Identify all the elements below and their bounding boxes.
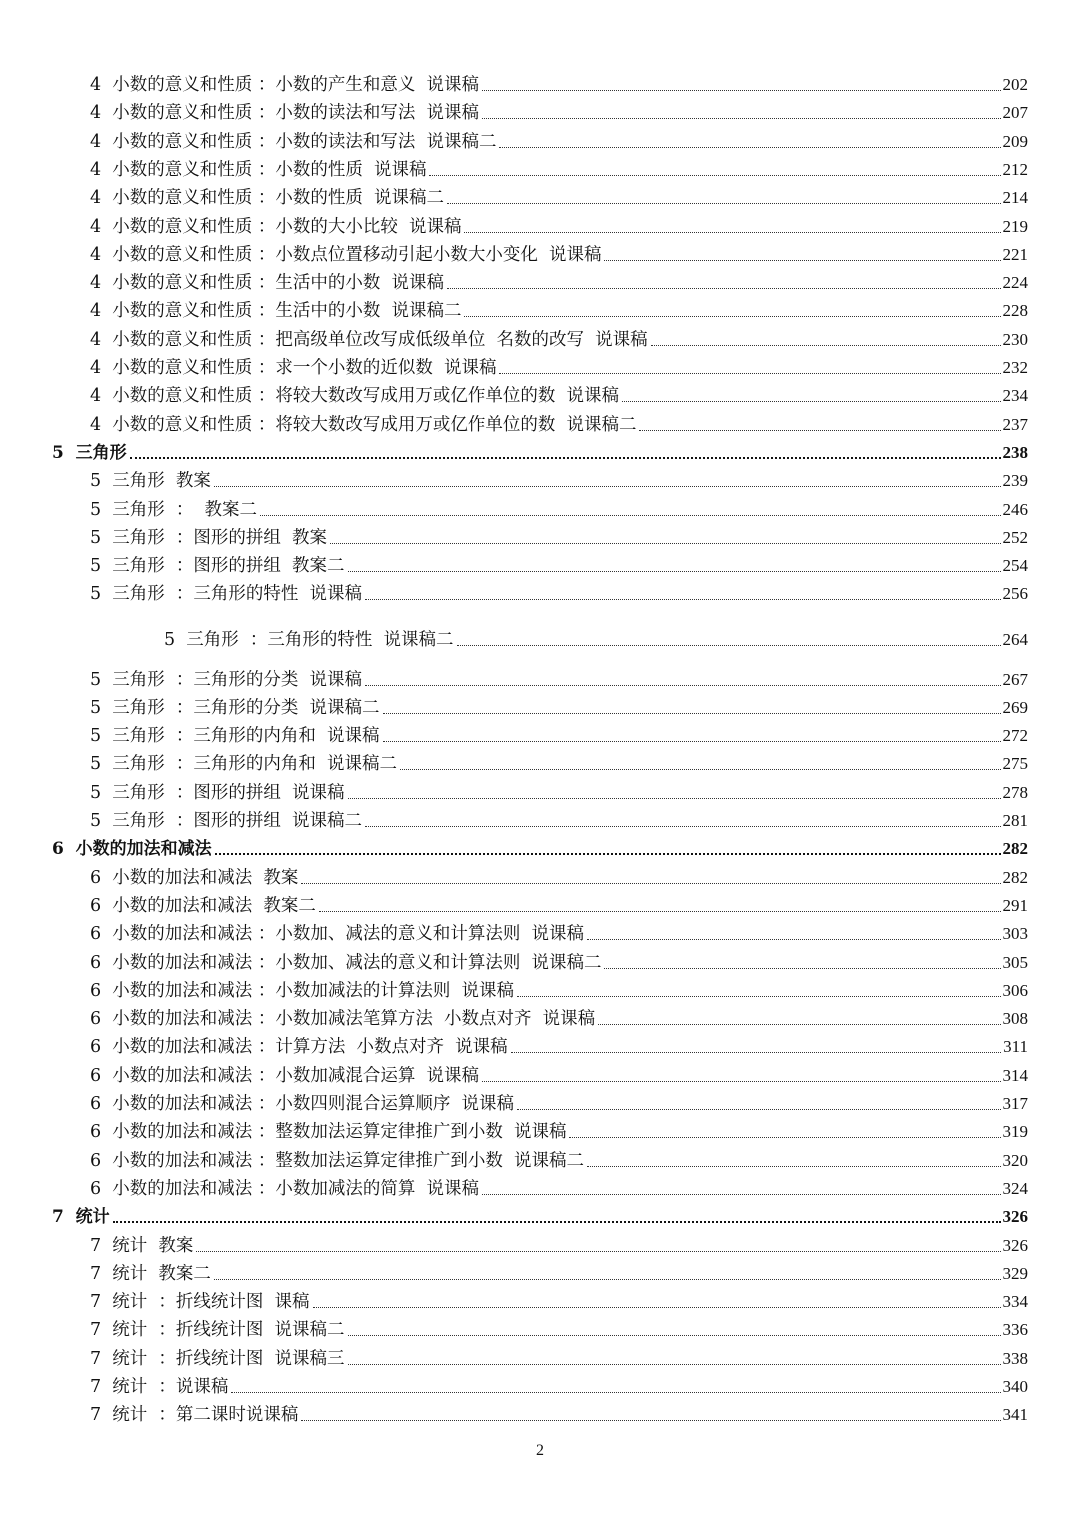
toc-entry[interactable] [90, 495, 1028, 523]
toc-entry[interactable] [90, 1174, 1028, 1202]
toc-dot-leader [348, 798, 1001, 799]
toc-dot-leader [447, 203, 1001, 204]
toc-entry-row[interactable] [0, 466, 1080, 494]
toc-entry[interactable] [90, 1032, 1028, 1060]
toc-entry-row[interactable] [0, 1032, 1080, 1060]
page-number: 2 [536, 1442, 544, 1459]
toc-page-number: 282 [1002, 839, 1028, 859]
toc-dot-leader [365, 685, 1000, 686]
toc-page-number: 336 [1002, 1320, 1028, 1340]
toc-entry-title: 5 三角形 ： 教案二 [90, 499, 258, 520]
toc-page-number: 311 [1003, 1037, 1028, 1057]
toc-page-number: 209 [1002, 131, 1028, 151]
toc-entry-title: 6 小数的加法和减法 ：计算方法 小数点对齐 说课稿 [90, 1037, 508, 1058]
toc-entry-row[interactable] [0, 1287, 1080, 1315]
toc-dot-leader [348, 571, 1001, 572]
toc-entry[interactable] [90, 778, 1028, 806]
toc-entry-title: 6 小数的加法和减法 ：小数加、减法的意义和计算法则 说课稿二 [90, 952, 602, 973]
toc-entry[interactable] [90, 410, 1028, 438]
toc-entry-row[interactable] [0, 1372, 1080, 1400]
toc-chapter-row[interactable] [0, 1202, 1080, 1230]
toc-entry-row[interactable] [0, 948, 1080, 976]
toc-entry[interactable] [90, 296, 1028, 324]
toc-page-number: 340 [1002, 1377, 1028, 1396]
toc-entry-row[interactable] [0, 891, 1080, 919]
toc-entry-row[interactable] [0, 296, 1080, 324]
toc-dot-leader [348, 1335, 1001, 1336]
toc-page-number: 275 [1002, 754, 1028, 774]
toc-entry[interactable] [90, 70, 1028, 98]
toc-entry-title: 4 小数的意义和性质 ：将较大数改写成用万或亿作单位的数 说课稿 [90, 386, 619, 407]
toc-entry[interactable] [90, 183, 1028, 211]
toc-entry-title: 4 小数的意义和性质 ：把高级单位改写成低级单位 名数的改写 说课稿 [90, 329, 648, 350]
toc-entry-title: 6 小数的加法和减法 ：小数加减混合运算 说课稿 [90, 1065, 479, 1086]
toc-dot-leader [457, 645, 1001, 646]
toc-entry[interactable] [90, 579, 1028, 607]
toc-entry-title: 6 小数的加法和减法 ：整数加法运算定律推广到小数 说课稿二 [90, 1150, 584, 1171]
toc-page-number: 282 [1002, 867, 1028, 887]
toc-entry[interactable] [90, 721, 1028, 749]
toc-entry-row[interactable] [0, 410, 1080, 438]
toc-dot-leader [429, 175, 1000, 176]
toc-entry-row[interactable] [0, 806, 1080, 834]
toc-page-number: 317 [1002, 1094, 1028, 1113]
toc-page-number: 230 [1002, 329, 1028, 349]
toc-entry-row[interactable] [0, 155, 1080, 183]
toc-entry[interactable] [52, 438, 1028, 466]
toc-entry-row[interactable] [0, 749, 1080, 777]
toc-entry[interactable] [90, 1004, 1028, 1032]
toc-dot-leader [447, 288, 1001, 289]
toc-entry-title: 4 小数的意义和性质 ：小数的读法和写法 说课稿 [90, 103, 479, 124]
toc-entry[interactable] [52, 1202, 1028, 1230]
toc-entry[interactable] [90, 1061, 1028, 1089]
toc-entry-title: 6 小数的加法和减法 ：小数加减法的计算法则 说课稿 [90, 980, 514, 1001]
toc-entry[interactable] [90, 1231, 1028, 1259]
toc-dot-leader [365, 826, 1000, 827]
toc-entry-title: 4 小数的意义和性质 ：小数的大小比较 说课稿 [90, 216, 462, 237]
toc-page-number: 212 [1002, 159, 1028, 179]
toc-entry[interactable] [90, 693, 1028, 721]
toc-entry[interactable] [90, 1315, 1028, 1343]
toc-dot-leader [113, 1221, 1001, 1223]
toc-entry-title: 6 小数的加法和减法 ：小数四则混合运算顺序 说课稿 [90, 1094, 514, 1114]
toc-entry-title: 4 小数的意义和性质 ：生活中的小数 说课稿 [90, 273, 444, 294]
toc-entry-row[interactable] [0, 212, 1080, 240]
toc-entry[interactable] [90, 863, 1028, 891]
toc-page-number: 329 [1002, 1263, 1028, 1283]
toc-dot-leader [517, 996, 1001, 997]
toc-entry[interactable] [90, 1287, 1028, 1315]
toc-entry[interactable] [90, 325, 1028, 353]
toc-entry-row[interactable] [0, 1117, 1080, 1145]
toc-entry-row[interactable] [0, 1174, 1080, 1202]
toc-entry-row[interactable] [0, 1400, 1080, 1428]
toc-dot-leader [569, 1137, 1000, 1138]
toc-page-number: 319 [1002, 1122, 1028, 1142]
toc-entry[interactable] [90, 976, 1028, 1004]
toc-entry-row[interactable] [0, 523, 1080, 551]
toc-entry-row[interactable] [0, 1146, 1080, 1174]
toc-entry-title: 5 三角形 ：三角形的内角和 说课稿 [90, 726, 380, 747]
toc-entry[interactable] [52, 834, 1028, 862]
toc-page-number: 254 [1002, 556, 1028, 576]
toc-entry-title: 6 小数的加法和减法 ：小数加、减法的意义和计算法则 说课稿 [90, 924, 584, 945]
toc-entry-row[interactable] [0, 778, 1080, 806]
toc-dot-leader [214, 1279, 1001, 1280]
toc-entry-row[interactable] [0, 268, 1080, 296]
toc-entry-row[interactable] [0, 353, 1080, 381]
toc-entry-row[interactable] [0, 495, 1080, 523]
toc-page-number: 326 [1002, 1207, 1028, 1227]
toc-entry-title: 7 统计 教案二 [90, 1263, 211, 1284]
toc-entry-title: 7 统计 ：第二课时说课稿 [90, 1405, 299, 1426]
toc-dot-leader [482, 1194, 1001, 1195]
toc-entry[interactable] [90, 749, 1028, 777]
toc-page-number: 246 [1002, 499, 1028, 519]
toc-entry-title: 5 三角形 ：三角形的特性 说课稿 [90, 584, 363, 605]
toc-entry-title: 6 小数的加法和减法 [52, 839, 212, 860]
toc-page-number: 214 [1002, 188, 1028, 208]
toc-entry-row[interactable] [0, 1259, 1080, 1287]
toc-page-number: 232 [1002, 358, 1028, 377]
toc-page-number: 338 [1002, 1348, 1028, 1368]
toc-page-number: 221 [1002, 244, 1028, 264]
toc-page-number: 334 [1002, 1292, 1028, 1312]
toc-chapter-row[interactable] [0, 834, 1080, 862]
toc-entry-row[interactable] [0, 325, 1080, 353]
toc-entry-row[interactable] [0, 70, 1080, 98]
toc-page-number: 272 [1002, 726, 1028, 746]
toc-entry-title: 6 小数的加法和减法 教案二 [90, 895, 316, 916]
toc-entry[interactable] [90, 523, 1028, 551]
toc-page-number: 239 [1002, 471, 1028, 491]
toc-page-number: 264 [1002, 629, 1028, 649]
toc-page-number: 314 [1002, 1065, 1028, 1085]
toc-page-number: 224 [1002, 273, 1028, 293]
toc-dot-leader [511, 1052, 1002, 1053]
toc-entry-row[interactable] [0, 1344, 1080, 1372]
toc-entry-title: 7 统计 ：折线统计图 课稿 [90, 1292, 310, 1313]
toc-entry[interactable] [90, 268, 1028, 296]
toc-entry[interactable] [90, 806, 1028, 834]
toc-dot-leader [400, 769, 1000, 770]
toc-page-number: 303 [1002, 924, 1028, 944]
toc-page-number: 219 [1002, 216, 1028, 236]
toc-dot-leader [301, 1420, 1000, 1421]
toc-dot-leader [383, 741, 1001, 742]
toc-entry-row[interactable] [0, 240, 1080, 268]
toc-entry[interactable] [90, 127, 1028, 155]
toc-dot-leader [598, 1024, 1000, 1025]
toc-dot-leader [301, 883, 1000, 884]
toc-page-number: 202 [1002, 75, 1028, 94]
toc-dot-leader [639, 430, 1000, 431]
toc-entry-title: 5 三角形 ：三角形的内角和 说课稿二 [90, 754, 398, 775]
toc-dot-leader [499, 373, 1000, 374]
toc-entry-row[interactable] [0, 551, 1080, 579]
toc-page-number: 306 [1002, 980, 1028, 1000]
toc-page-number: 269 [1002, 697, 1028, 717]
toc-entry[interactable] [90, 1089, 1028, 1117]
toc-entry-title: 6 小数的加法和减法 ：整数加法运算定律推广到小数 说课稿 [90, 1122, 567, 1143]
toc-dot-leader [313, 1307, 1001, 1308]
toc-page-number: 341 [1002, 1405, 1028, 1425]
toc-entry[interactable] [90, 1259, 1028, 1287]
toc-entry-title: 4 小数的意义和性质 ：将较大数改写成用万或亿作单位的数 说课稿二 [90, 414, 637, 435]
toc-dot-leader [464, 232, 1000, 233]
toc-dot-leader [130, 457, 1001, 459]
toc-entry-title: 5 三角形 教案 [90, 471, 211, 492]
toc-page-number: 252 [1002, 527, 1028, 547]
toc-entry-title: 4 小数的意义和性质 ：小数点位置移动引起小数大小变化 说课稿 [90, 244, 602, 265]
toc-entry-title: 7 统计 ：说课稿 [90, 1377, 229, 1397]
toc-entry[interactable] [90, 1400, 1028, 1428]
toc-page-number: 281 [1002, 811, 1028, 830]
toc-entry[interactable] [90, 948, 1028, 976]
toc-dot-leader [517, 1109, 1001, 1110]
toc-dot-leader [587, 1166, 1001, 1167]
toc-entry[interactable] [90, 551, 1028, 579]
toc-entry-title: 5 三角形 [52, 442, 127, 463]
toc-entry-row[interactable] [0, 127, 1080, 155]
toc-entry[interactable] [90, 466, 1028, 494]
toc-entry-title: 7 统计 教案 [90, 1235, 194, 1256]
toc-entry[interactable] [90, 240, 1028, 268]
toc-entry-title: 4 小数的意义和性质 ：小数的性质 说课稿 [90, 159, 427, 180]
toc-entry[interactable] [164, 625, 1028, 653]
toc-entry-row[interactable] [0, 1004, 1080, 1032]
toc-dot-leader [587, 939, 1001, 940]
toc-entry[interactable] [90, 353, 1028, 381]
toc-entry-title: 7 统计 ：折线统计图 说课稿三 [90, 1348, 345, 1369]
toc-page-number: 238 [1002, 442, 1028, 462]
toc-entry-title: 7 统计 [52, 1207, 110, 1228]
toc-entry[interactable] [90, 155, 1028, 183]
toc-dot-leader [231, 1392, 1000, 1393]
toc-entry-row[interactable] [0, 665, 1080, 693]
toc-entry-row[interactable] [0, 625, 1080, 653]
toc-entry[interactable] [90, 919, 1028, 947]
toc-dot-leader [604, 260, 1000, 261]
toc-entry-title: 5 三角形 ：三角形的分类 说课稿二 [90, 697, 380, 718]
toc-entry-row[interactable] [0, 579, 1080, 607]
toc-entry-title: 4 小数的意义和性质 ：小数的产生和意义 说课稿 [90, 75, 479, 95]
toc-page-number: 228 [1002, 301, 1028, 321]
toc-entry-title: 6 小数的加法和减法 教案 [90, 867, 299, 888]
toc-dot-leader [215, 853, 1001, 855]
toc-entry-title: 4 小数的意义和性质 ：生活中的小数 说课稿二 [90, 301, 462, 322]
toc-page-number: 308 [1002, 1009, 1028, 1029]
toc-chapter-row[interactable] [0, 438, 1080, 466]
toc-page-number: 234 [1002, 386, 1028, 406]
toc-page-number: 256 [1002, 584, 1028, 604]
toc-dot-leader [482, 118, 1001, 119]
toc-entry-title: 6 小数的加法和减法 ：小数加减法的简算 说课稿 [90, 1178, 479, 1199]
toc-entry-title: 7 统计 ：折线统计图 说课稿二 [90, 1320, 345, 1341]
toc-entry[interactable] [90, 1372, 1028, 1400]
toc-dot-leader [348, 1364, 1001, 1365]
toc-entry-title: 5 三角形 ：图形的拼组 教案 [90, 527, 328, 548]
toc-entry-title: 4 小数的意义和性质 ：求一个小数的近似数 说课稿 [90, 358, 497, 378]
toc-entry-title: 4 小数的意义和性质 ：小数的读法和写法 说课稿二 [90, 131, 497, 152]
toc-entry-row[interactable] [0, 381, 1080, 409]
toc-entry-title: 6 小数的加法和减法 ：小数加减法笔算方法 小数点对齐 说课稿 [90, 1009, 596, 1030]
toc-dot-leader [651, 345, 1001, 346]
toc-entry-row[interactable] [0, 919, 1080, 947]
toc-entry-row[interactable] [0, 863, 1080, 891]
toc-entry-title: 5 三角形 ：图形的拼组 教案二 [90, 556, 345, 577]
toc-dot-leader [604, 968, 1000, 969]
toc-page-number: 291 [1002, 895, 1028, 915]
toc-entry[interactable] [90, 381, 1028, 409]
toc-dot-leader [214, 486, 1001, 487]
toc-entry[interactable] [90, 212, 1028, 240]
toc-dot-leader [260, 515, 1000, 516]
toc-entry-title: 5 三角形 ：三角形的分类 说课稿 [90, 669, 363, 690]
toc-dot-leader [482, 1081, 1001, 1082]
toc-page-number: 324 [1002, 1178, 1028, 1198]
toc-entry-row[interactable] [0, 1315, 1080, 1343]
toc-entry[interactable] [90, 1146, 1028, 1174]
toc-dot-leader [196, 1251, 1000, 1252]
toc-entry-row[interactable] [0, 721, 1080, 749]
toc-entry-title: 4 小数的意义和性质 ：小数的性质 说课稿二 [90, 188, 444, 209]
toc-entry[interactable] [90, 1344, 1028, 1372]
toc-page-number: 267 [1002, 669, 1028, 689]
toc-page-number: 326 [1002, 1235, 1028, 1255]
toc-dot-leader [622, 401, 1001, 402]
toc-entry-row[interactable] [0, 1231, 1080, 1259]
toc-entry-row[interactable] [0, 98, 1080, 126]
toc-page-number: 320 [1002, 1150, 1028, 1170]
toc-entry[interactable] [90, 1117, 1028, 1145]
toc-entry[interactable] [90, 891, 1028, 919]
toc-page-number: 237 [1002, 414, 1028, 434]
toc-entry-row[interactable] [0, 1061, 1080, 1089]
toc-dot-leader [482, 90, 1001, 91]
toc-dot-leader [365, 599, 1000, 600]
toc-entry-row[interactable] [0, 183, 1080, 211]
toc-page-number: 278 [1002, 782, 1028, 802]
toc-page-number: 207 [1002, 103, 1028, 123]
toc-entry[interactable] [90, 98, 1028, 126]
toc-entry-title: 5 三角形 ：图形的拼组 说课稿 [90, 782, 345, 803]
toc-entry-row[interactable] [0, 976, 1080, 1004]
toc-entry-row[interactable] [0, 693, 1080, 721]
toc-page-number: 305 [1002, 952, 1028, 972]
toc-dot-leader [330, 543, 1000, 544]
toc-dot-leader [383, 713, 1001, 714]
toc-entry-title: 5 三角形 ：图形的拼组 说课稿二 [90, 811, 363, 831]
toc-entry-title: 5 三角形 ：三角形的特性 说课稿二 [164, 629, 454, 650]
toc-entry[interactable] [90, 665, 1028, 693]
toc-dot-leader [464, 316, 1000, 317]
toc-dot-leader [499, 147, 1000, 148]
toc-dot-leader [319, 911, 1001, 912]
toc-entry-row[interactable] [0, 1089, 1080, 1117]
